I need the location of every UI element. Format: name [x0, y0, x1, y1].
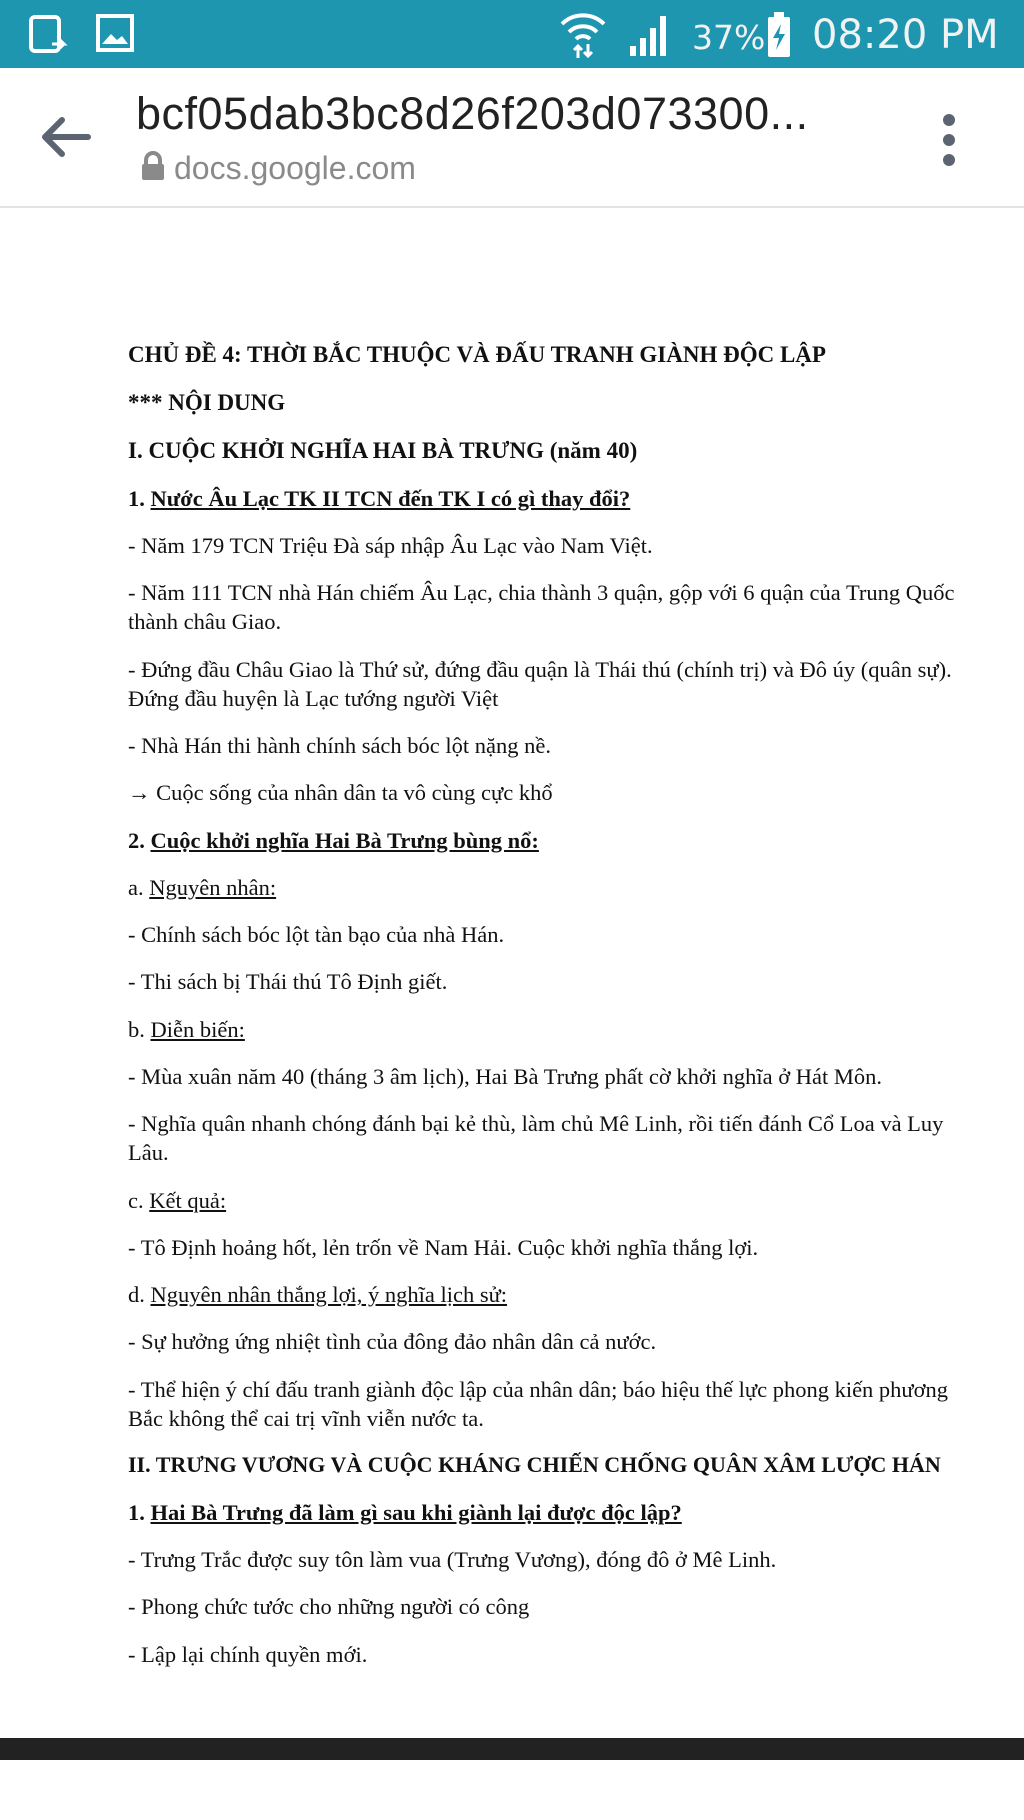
question-number: 1.: [128, 1499, 151, 1525]
question-number: 2.: [128, 827, 151, 853]
list-item: - Thể hiện ý chí đấu tranh giành độc lập của nhân dân; báo hiệu thế lực phong kiến phương Bắc không thể cai trị vĩnh viễn nước ta.: [128, 1376, 949, 1431]
page-divider: [0, 1738, 1024, 1760]
subsection-heading: [128, 1186, 984, 1215]
subsection-label: Nguyên nhân thắng lợi, ý nghĩa lịch sử:: [150, 1282, 508, 1308]
subsection-heading: [128, 873, 984, 902]
signal-icon: [628, 12, 674, 62]
list-item: - Tô Định hoảng hốt, lẻn trốn về Nam Hải. Cuộc khởi nghĩa thắng lợi.: [128, 1234, 759, 1260]
question-title: Cuộc khởi nghĩa Hai Bà Trưng bùng nổ:: [150, 827, 539, 853]
list-item: - Thi sách bị Thái thú Tô Định giết.: [128, 969, 448, 995]
topic-heading: CHỦ ĐỀ 4: THỜI BẮC THUỘC VÀ ĐẤU TRANH GIÀNH ĐỘC LẬP: [128, 342, 826, 367]
question-number: 1.: [128, 485, 151, 511]
list-item: - Chính sách bóc lột tàn bạo của nhà Hán.: [128, 922, 505, 948]
question-heading: [128, 826, 984, 855]
back-arrow-icon[interactable]: [38, 112, 94, 162]
list-item: - Nghĩa quân nhanh chóng đánh bại kẻ thù, làm chủ Mê Linh, rồi tiến đánh Cổ Loa và Luy Lâu.: [128, 1111, 944, 1166]
list-item: - Trưng Trắc được suy tôn làm vua (Trưng Vương), đóng đô ở Mê Linh.: [128, 1547, 777, 1573]
list-item: - Mùa xuân năm 40 (tháng 3 âm lịch), Hai Bà Trưng phất cờ khởi nghĩa ở Hát Môn.: [128, 1063, 883, 1089]
subsection-label: Nguyên nhân:: [149, 874, 277, 900]
question-title: Hai Bà Trưng đã làm gì sau khi giành lại được độc lập?: [150, 1499, 682, 1525]
lock-icon: [140, 151, 166, 186]
subsection-label: Kết quả:: [149, 1187, 227, 1213]
battery-charging-icon: [766, 12, 792, 62]
url-row: [140, 150, 416, 187]
subsection-heading: [128, 1280, 984, 1309]
section1-heading: I. CUỘC KHỞI NGHĨA HAI BÀ TRƯNG (năm 40): [128, 437, 638, 463]
subsection-prefix: b.: [128, 1016, 151, 1042]
content-heading: *** NỘI DUNG: [128, 389, 286, 415]
subsection-label: Diễn biến:: [150, 1016, 245, 1042]
image-icon: [96, 14, 136, 58]
battery-percent: 37%: [692, 18, 766, 57]
list-item: - Lập lại chính quyền mới.: [128, 1641, 368, 1667]
list-item: - Đứng đầu Châu Giao là Thứ sử, đứng đầu quận là Thái thú (chính trị) và Đô úy (quân sự). Đứng đầu huyện là Lạc tướng người Việt: [128, 656, 952, 711]
subsection-prefix: c.: [128, 1187, 150, 1213]
more-vert-icon[interactable]: [942, 112, 956, 168]
screen-rotate-icon: [28, 14, 70, 60]
subsection-prefix: d.: [128, 1282, 151, 1308]
list-item: - Năm 111 TCN nhà Hán chiếm Âu Lạc, chia thành 3 quận, gộp với 6 quận của Trung Quốc thành châu Giao.: [128, 580, 955, 635]
question-heading: [128, 1498, 984, 1527]
list-item: - Phong chức tước cho những người có công: [128, 1594, 530, 1620]
clock-time: 08:20 PM: [812, 12, 999, 58]
section2-heading: II. TRƯNG VƯƠNG VÀ CUỘC KHÁNG CHIẾN CHỐNG QUÂN XÂM LƯỢC HÁN: [128, 1452, 941, 1478]
document-body: [128, 340, 984, 1687]
question-title: Nước Âu Lạc TK II TCN đến TK I có gì thay đổi?: [150, 485, 631, 511]
list-item: - Nhà Hán thi hành chính sách bóc lột nặng nề.: [128, 733, 552, 759]
app-bar: [0, 68, 1024, 208]
subsection-prefix: a.: [128, 874, 150, 900]
url-text: docs.google.com: [174, 150, 416, 186]
list-item: - Năm 179 TCN Triệu Đà sáp nhập Âu Lạc vào Nam Việt.: [128, 532, 653, 558]
question-heading: [128, 484, 984, 513]
page-title: bcf05dab3bc8d26f203d073300...: [136, 88, 809, 139]
subsection-heading: [128, 1015, 984, 1044]
status-bar: [0, 0, 1024, 68]
list-item: → Cuộc sống của nhân dân ta vô cùng cực khổ: [128, 780, 553, 806]
list-item: - Sự hưởng ứng nhiệt tình của đông đảo nhân dân cả nước.: [128, 1329, 657, 1355]
wifi-icon: [558, 8, 608, 64]
